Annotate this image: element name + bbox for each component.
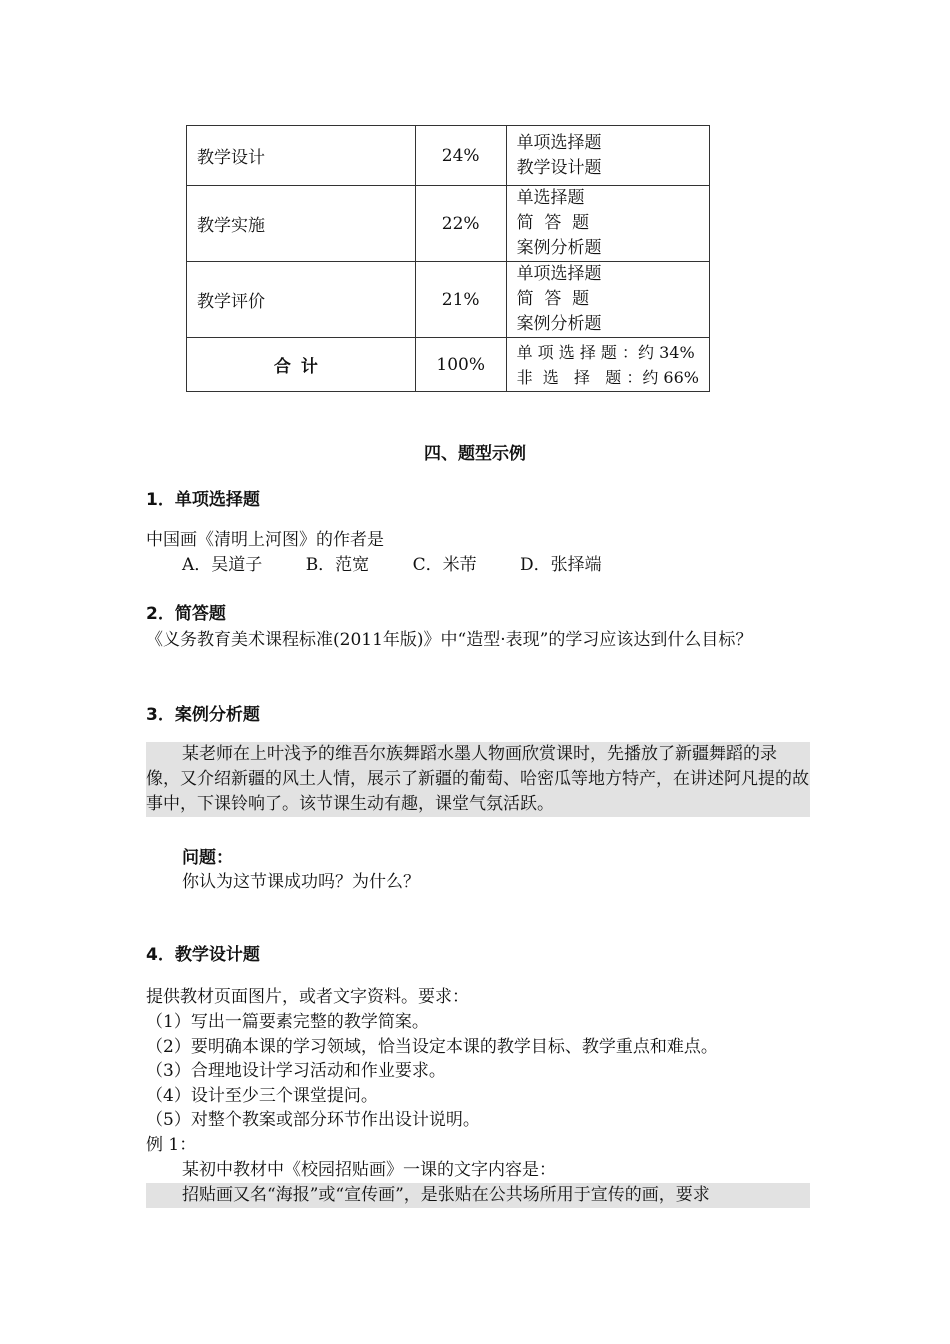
question-types-cell bbox=[506, 262, 709, 338]
option-d: D．张择端 bbox=[520, 555, 602, 575]
percent-cell: 24% bbox=[415, 126, 506, 186]
score-distribution-table bbox=[186, 125, 710, 392]
q3-case-text: 某老师在上叶浅予的维吾尔族舞蹈水墨人物画欣赏课时，先播放了新疆舞蹈的录像，又介绍新疆的风土人情，展示了新疆的葡萄、哈密瓜等地方特产，在讲述阿凡提的故事中，下课铃响了。该节课生动有趣，课堂气氛活跃。 bbox=[146, 742, 810, 817]
question-type: 单选择题 bbox=[516, 188, 585, 208]
option-b: B．范宽 bbox=[305, 555, 370, 575]
q1-stem: 中国画《清明上河图》的作者是 bbox=[146, 530, 384, 550]
table-row bbox=[187, 126, 710, 186]
q4-requirement: （1）写出一篇要素完整的教学简案。 bbox=[146, 1012, 429, 1032]
table-row bbox=[187, 186, 710, 262]
total-label: 合计 bbox=[187, 338, 416, 392]
example-text: 招贴画又名“海报”或“宣传画”，是张贴在公共场所用于宣传的画，要求 bbox=[146, 1183, 810, 1208]
q4-requirement: （4）设计至少三个课堂提问。 bbox=[146, 1086, 378, 1106]
area-cell: 教学评价 bbox=[187, 262, 416, 338]
total-type: 非 选 择 题 ：约 66% bbox=[516, 367, 699, 387]
q2-heading: 2．简答题 bbox=[146, 604, 226, 624]
total-percent: 100% bbox=[415, 338, 506, 392]
example-intro: 某初中教材中《校园招贴画》一课的文字内容是： bbox=[182, 1160, 556, 1180]
q1-options bbox=[146, 553, 810, 578]
question-type: 简 答 题 bbox=[516, 213, 590, 233]
question-type: 单项选择题 bbox=[516, 264, 602, 284]
option-a: A．吴道子 bbox=[182, 555, 263, 575]
percent-cell: 22% bbox=[415, 186, 506, 262]
total-type: 单 项 选 择 题 ：约 34% bbox=[516, 342, 695, 362]
q3-question: 你认为这节课成功吗？为什么？ bbox=[182, 872, 420, 892]
q4-requirement: （5）对整个教案或部分环节作出设计说明。 bbox=[146, 1110, 480, 1130]
example-label: 例 1： bbox=[146, 1135, 197, 1155]
q3-heading: 3．案例分析题 bbox=[146, 705, 260, 725]
q2-text: 《义务教育美术课程标准(2011年版)》中“造型·表现”的学习应该达到什么目标？ bbox=[146, 630, 753, 650]
q4-heading: 4．教学设计题 bbox=[146, 945, 260, 965]
question-type: 单项选择题 bbox=[516, 132, 602, 153]
question-type: 案例分析题 bbox=[516, 238, 602, 258]
area-cell: 教学设计 bbox=[187, 126, 416, 186]
percent-cell: 21% bbox=[415, 262, 506, 338]
q4-requirement: （2）要明确本课的学习领域，恰当设定本课的教学目标、教学重点和难点。 bbox=[146, 1037, 718, 1057]
question-types-cell bbox=[506, 186, 709, 262]
option-c: C．米芾 bbox=[412, 555, 477, 575]
question-types-cell bbox=[506, 126, 709, 186]
question-type: 简 答 题 bbox=[516, 289, 590, 309]
table-total-row bbox=[187, 338, 710, 392]
q4-intro: 提供教材页面图片，或者文字资料。要求： bbox=[146, 987, 469, 1007]
q1-heading: 1．单项选择题 bbox=[146, 490, 260, 510]
section-title: 四、题型示例 bbox=[424, 444, 526, 464]
area-cell: 教学实施 bbox=[187, 186, 416, 262]
total-types-cell bbox=[506, 338, 709, 392]
question-type: 教学设计题 bbox=[516, 157, 602, 178]
q4-requirement: （3）合理地设计学习活动和作业要求。 bbox=[146, 1061, 446, 1081]
q3-question-label: 问题： bbox=[182, 848, 233, 868]
question-type: 案例分析题 bbox=[516, 314, 602, 334]
table-row bbox=[187, 262, 710, 338]
